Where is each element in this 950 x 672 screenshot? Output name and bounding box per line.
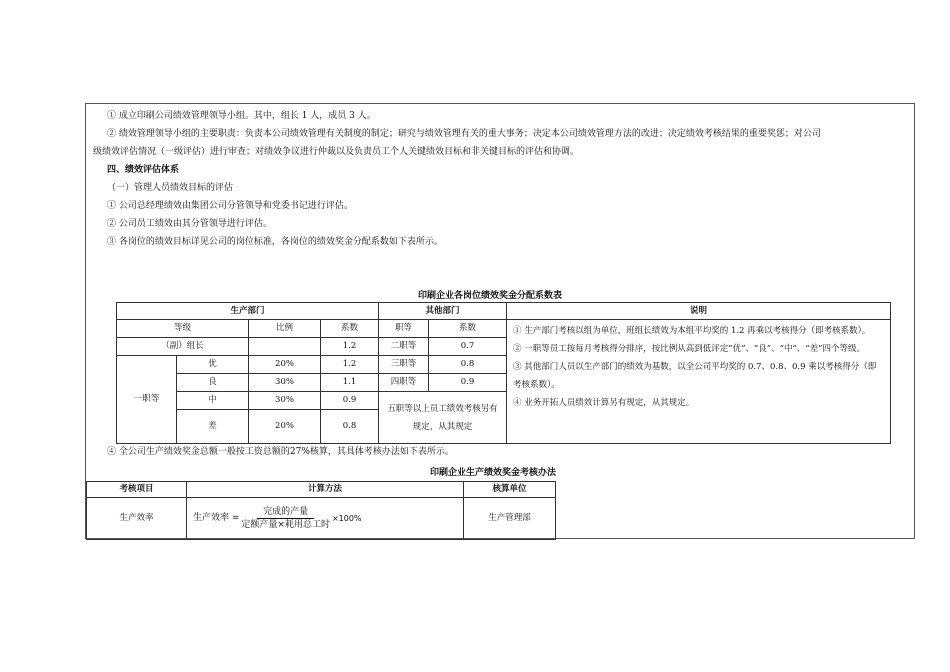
grade: 中 <box>177 392 249 410</box>
bonus-coefficient-table <box>116 302 891 444</box>
header-item: 考核项目 <box>87 482 187 498</box>
paragraph-4: ② 公司员工绩效由其分管领导进行评估。 <box>107 219 272 229</box>
leader-ratio <box>249 338 321 356</box>
paragraph-3: ① 公司总经理绩效由集团公司分管领导和党委书记进行评估。 <box>107 201 353 211</box>
notes-cell <box>507 320 891 444</box>
table2-title: 印刷企业生产绩效奖金考核办法 <box>430 468 557 478</box>
other-rank: 二职等 <box>379 338 429 356</box>
other-rank: 三职等 <box>379 356 429 374</box>
subheader-grade: 等级 <box>117 320 249 338</box>
formula-tail: ×100% <box>331 514 362 523</box>
grade: 优 <box>177 356 249 374</box>
note-1: ① 生产部门考核以组为单位，班组长绩效为本组平均奖的 1.2 再乘以考核得分（即考核系数）。 <box>513 326 871 336</box>
subsection-heading: （一）管理人员绩效目标的评估 <box>107 183 234 193</box>
other-rank: 四职等 <box>379 374 429 392</box>
coef: 1.1 <box>321 374 379 392</box>
coef: 0.9 <box>321 392 379 410</box>
other-coef: 0.7 <box>429 338 507 356</box>
other-coef: 0.8 <box>429 356 507 374</box>
section-heading: 四、绩效评估体系 <box>107 165 180 175</box>
table1-title: 印刷企业各岗位绩效奖金分配系数表 <box>418 291 563 301</box>
ratio: 30% <box>249 374 321 392</box>
formula-lhs: 生产效率 = <box>193 513 240 523</box>
paragraph-6: ④ 全公司生产绩效奖金总额一般按工资总额的27%核算，其具体考核办法如下表所示。 <box>107 447 454 457</box>
ratio: 30% <box>249 392 321 410</box>
note-4: ④ 业务开拓人员绩效计算另有规定，从其规定。 <box>513 398 695 408</box>
note-2: ② 一职等员工按每月考核得分排序，按比例从高到低评定“优”、“良”、“中”、“差”四个等级。 <box>513 344 866 354</box>
leader-label: （副）组长 <box>117 338 249 356</box>
leader-coef: 1.2 <box>321 338 379 356</box>
subheader-coef2: 系数 <box>429 320 507 338</box>
other-note: 五职等以上员工绩效考核另有规定，从其规定 <box>379 392 507 444</box>
paragraph-2a: ② 绩效管理领导小组的主要职责：负责本公司绩效管理有关制度的制定；研究与绩效管理有关的重大事务；决定本公司绩效管理方法的改进；决定绩效考核结果的重要奖惩；对公司 <box>107 129 821 139</box>
grade: 良 <box>177 374 249 392</box>
formula-denominator: 定额产量×耗用总工时 <box>241 520 330 530</box>
level1-label: 一职等 <box>117 356 177 444</box>
header-note: 说明 <box>507 303 891 320</box>
other-coef: 0.9 <box>429 374 507 392</box>
paragraph-1: ① 成立印刷公司绩效管理领导小组。其中，组长 1 人，成员 3 人。 <box>107 111 376 121</box>
efficiency-formula <box>193 506 362 531</box>
paragraph-2b: 级绩效评估情况（一级评估）进行审查；对绩效争议进行仲裁以及负责员工个人关键绩效目标和非关键目标的评估和协调。 <box>93 147 580 157</box>
ratio: 20% <box>249 356 321 374</box>
note-3: ③ 其他部门人员以生产部门的绩效为基数，以全公司平均奖的 0.7、0.8、0.9 乘以考核得分（即考核系数）。 <box>513 362 877 390</box>
header-other: 其他部门 <box>379 303 507 320</box>
coef: 0.8 <box>321 410 379 444</box>
header-unit: 核算单位 <box>464 482 556 498</box>
grade: 差 <box>177 410 249 444</box>
unit-cell: 生产管理部 <box>464 498 556 540</box>
header-production: 生产部门 <box>117 303 379 320</box>
subheader-rank: 职等 <box>379 320 429 338</box>
header-method: 计算方法 <box>187 482 464 498</box>
ratio: 20% <box>249 410 321 444</box>
subheader-ratio: 比例 <box>249 320 321 338</box>
coef: 1.2 <box>321 356 379 374</box>
formula-cell <box>187 498 464 540</box>
production-bonus-table <box>86 481 556 540</box>
formula-fraction <box>241 506 330 531</box>
item-cell: 生产效率 <box>87 498 187 540</box>
formula-numerator: 完成的产量 <box>257 506 314 519</box>
subheader-coef: 系数 <box>321 320 379 338</box>
paragraph-5: ③ 各岗位的绩效目标详见公司的岗位标准，各岗位的绩效奖金分配系数如下表所示。 <box>107 237 443 247</box>
